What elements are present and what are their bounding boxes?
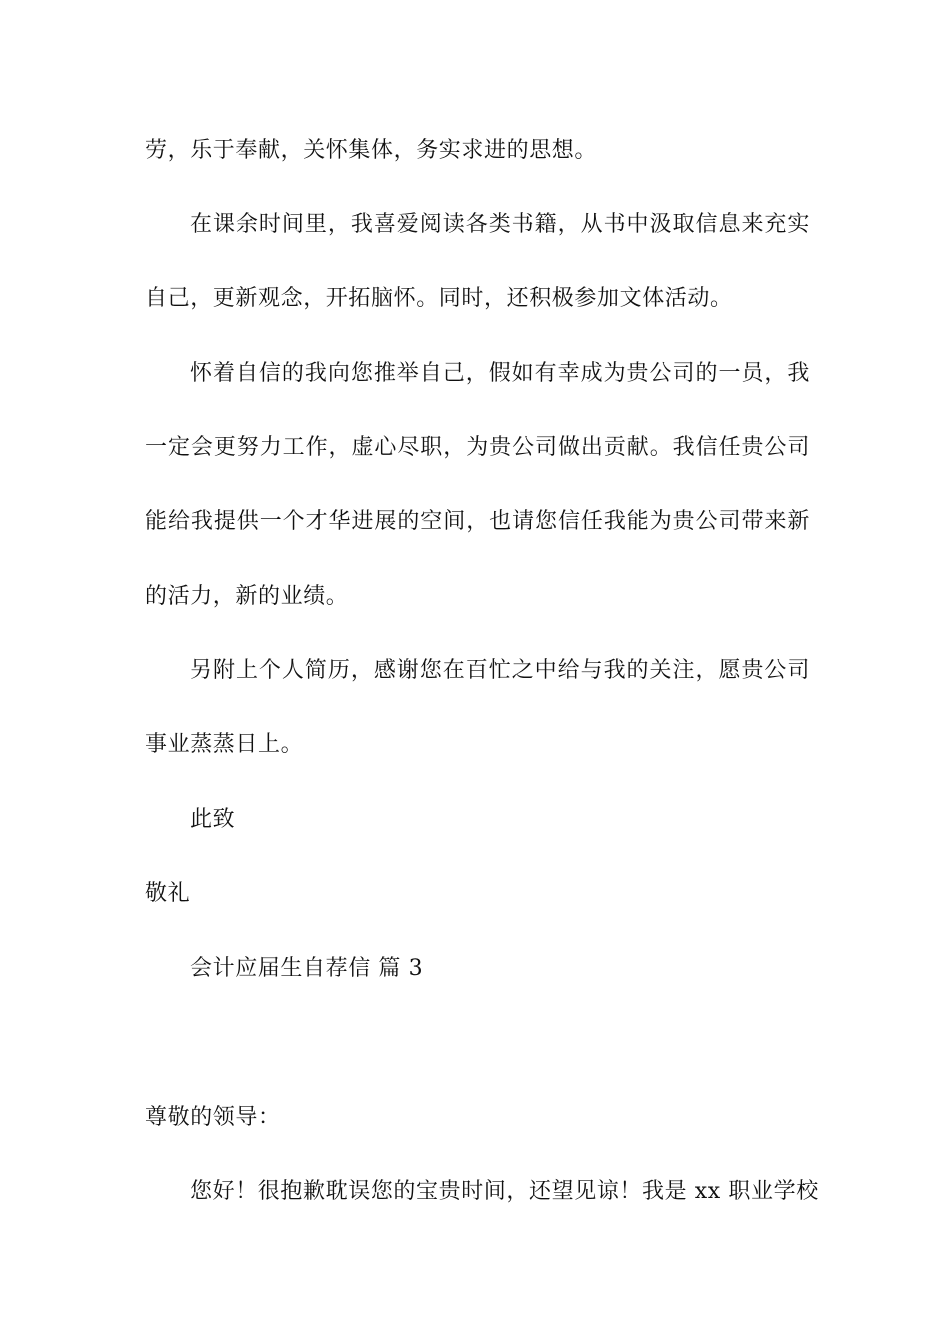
paragraph-line: 劳，乐于奉献，关怀集体，务实求进的思想。 bbox=[145, 138, 598, 163]
closing-regards: 敬礼 bbox=[145, 881, 191, 906]
paragraph-line: 您好！很抱歉耽误您的宝贵时间，还望见谅！我是 xx 职业学校 bbox=[190, 1179, 819, 1204]
paragraph-line: 在课余时间里，我喜爱阅读各类书籍，从书中汲取信息来充实 bbox=[190, 212, 810, 237]
paragraph-line: 自己，更新观念，开拓脑怀。同时，还积极参加文体活动。 bbox=[145, 286, 733, 311]
greeting-line: 尊敬的领导： bbox=[145, 1105, 281, 1130]
closing-salutation: 此致 bbox=[190, 807, 236, 832]
paragraph-line: 另附上个人简历，感谢您在百忙之中给与我的关注，愿贵公司 bbox=[190, 658, 810, 683]
section-heading: 会计应届生自荐信 篇 3 bbox=[190, 956, 424, 981]
paragraph-line: 能给我提供一个才华进展的空间，也请您信任我能为贵公司带来新 bbox=[145, 509, 810, 534]
paragraph-line: 的活力，新的业绩。 bbox=[145, 584, 349, 609]
paragraph-line: 一定会更努力工作，虚心尽职，为贵公司做出贡献。我信任贵公司 bbox=[145, 435, 810, 460]
paragraph-line: 事业蒸蒸日上。 bbox=[145, 732, 304, 757]
paragraph-line: 怀着自信的我向您推举自己，假如有幸成为贵公司的一员，我 bbox=[190, 361, 810, 386]
